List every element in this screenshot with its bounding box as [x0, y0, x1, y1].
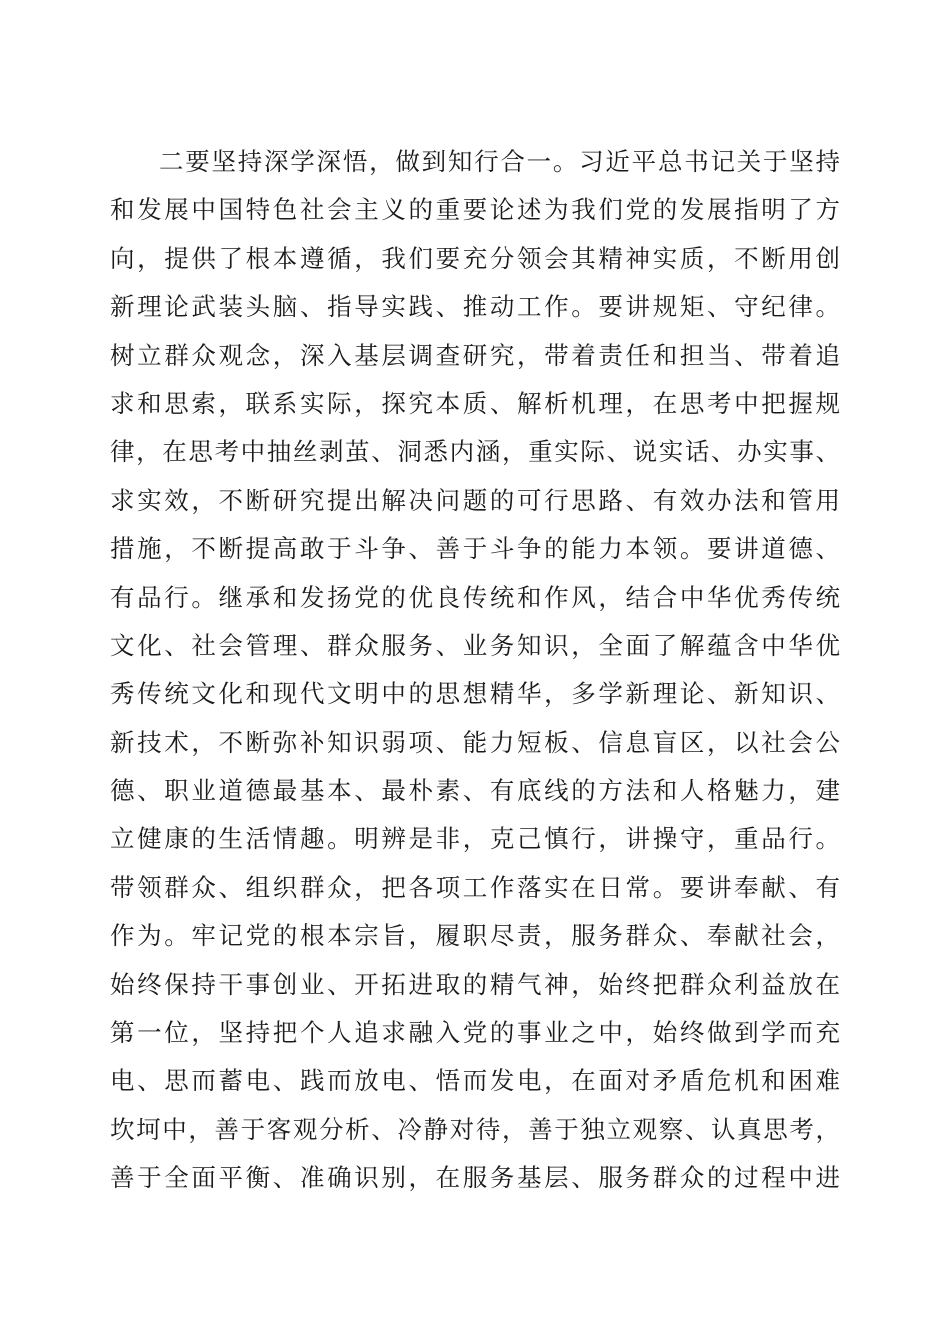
- paragraph-line: 求实效，不断研究提出解决问题的可行思路、有效办法和管用: [110, 485, 840, 515]
- paragraph-line: 秀传统文化和现代文明中的思想精华，多学新理论、新知识、: [110, 679, 840, 709]
- paragraph-line: 二要坚持深学深悟，做到知行合一。习近平总书记关于坚持: [159, 147, 840, 176]
- paragraph-line: 始终保持干事创业、开拓进取的精气神，始终把群众利益放在: [110, 969, 840, 999]
- paragraph-line: 新理论武装头脑、指导实践、推动工作。要讲规矩、守纪律。: [110, 292, 840, 322]
- paragraph-line: 立健康的生活情趣。明辨是非，克己慎行，讲操守，重品行。: [110, 824, 840, 854]
- paragraph-line: 向，提供了根本遵循，我们要充分领会其精神实质，不断用创: [110, 243, 840, 273]
- paragraph-line: 作为。牢记党的根本宗旨，履职尽责，服务群众、奉献社会，: [110, 921, 840, 951]
- paragraph-line: 措施，不断提高敢于斗争、善于斗争的能力本领。要讲道德、: [110, 534, 840, 564]
- paragraph-line: 求和思索，联系实际，探究本质、解析机理，在思考中把握规: [110, 388, 840, 418]
- paragraph-line: 律，在思考中抽丝剥茧、洞悉内涵，重实际、说实话、办实事、: [110, 437, 840, 467]
- paragraph-line: 树立群众观念，深入基层调查研究，带着责任和担当、带着追: [110, 340, 840, 370]
- paragraph-line: 有品行。继承和发扬党的优良传统和作风，结合中华优秀传统: [110, 582, 840, 612]
- paragraph-line: 善于全面平衡、准确识别，在服务基层、服务群众的过程中进: [110, 1163, 840, 1193]
- paragraph-line: 坎坷中，善于客观分析、冷静对待，善于独立观察、认真思考，: [110, 1114, 840, 1144]
- paragraph-line: 第一位，坚持把个人追求融入党的事业之中，始终做到学而充: [110, 1018, 840, 1048]
- paragraph-line: 电、思而蓄电、践而放电、悟而发电，在面对矛盾危机和困难: [110, 1066, 840, 1096]
- paragraph-line: 和发展中国特色社会主义的重要论述为我们党的发展指明了方: [110, 195, 840, 225]
- paragraph-line: 文化、社会管理、群众服务、业务知识，全面了解蕴含中华优: [110, 630, 840, 660]
- body-paragraph: [110, 138, 840, 1203]
- paragraph-line: 德、职业道德最基本、最朴素、有底线的方法和人格魅力，建: [110, 776, 840, 806]
- paragraph-line: 新技术，不断弥补知识弱项、能力短板、信息盲区，以社会公: [110, 727, 840, 757]
- paragraph-line: 带领群众、组织群众，把各项工作落实在日常。要讲奉献、有: [110, 872, 840, 902]
